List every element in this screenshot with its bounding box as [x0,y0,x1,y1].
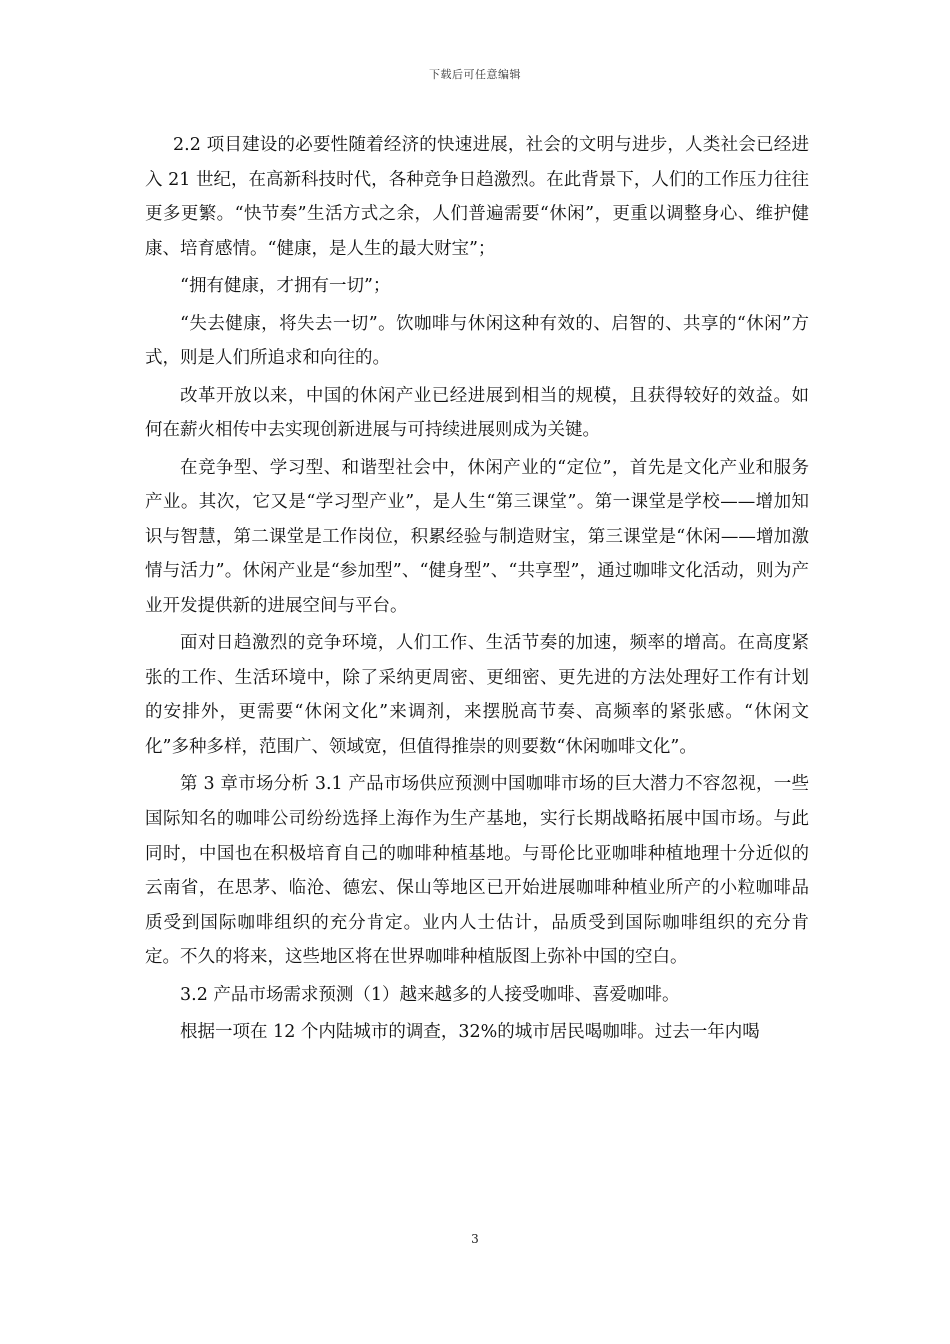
page-header: 下载后可任意编辑 [429,68,521,81]
paragraph-health-quote-1: “拥有健康，才拥有一切”； [180,276,391,297]
paragraph-survey: 根据一项在 12 个内陆城市的调查，32%的城市居民喝咖啡。过去一年内喝 [180,1022,760,1043]
document-body [145,128,809,1053]
paragraph-leisure-positioning: 在竞争型、学习型、和谐型社会中，休闲产业的“定位”，首先是文化产业和服务产业。其次，它又是“学习型产业”，是人生“第三课堂”。第一课堂是学校——增加知识与智慧，第二课堂是工作岗位，积累经验与制造财宝，第三课堂是“休闲——增加激情与活力”。休闲产业是“参加型”、“健身型”、“共享型”，通过咖啡文化活动，则为产业开发提供新的进展空间与平台。 [145,457,809,616]
paragraph-market-demand: 3.2 产品市场需求预测（1）越来越多的人接受咖啡、喜爱咖啡。 [180,984,680,1005]
paragraph-competition-environment: 面对日趋激烈的竞争环境，人们工作、生活节奏的加速，频率的增高。在高度紧张的工作、生活环境中，除了采纳更周密、更细密、更先进的方法处理好工作有计划的安排外，更需要“休闲文化”来调剂，来摆脱高节奏、高频率的紧张感。“休闲文化”多种多样，范围广、领域宽，但值得推崇的则要数“休闲咖啡文化”。 [145,633,809,758]
paragraph-reform-opening: 改革开放以来，中国的休闲产业已经进展到相当的规模，且获得较好的效益。如何在薪火相传中去实现创新进展与可持续进展则成为关键。 [145,385,809,441]
paragraph-market-supply: 第 3 章市场分析 3.1 产品市场供应预测中国咖啡市场的巨大潜力不容忽视，一些国际知名的咖啡公司纷纷选择上海作为生产基地，实行长期战略拓展中国市场。与此同时，中国也在积极培育自己的咖啡种植基地。与哥伦比亚咖啡种植地理十分近似的云南省，在思茅、临沧、德宏、保山等地区已开始进展咖啡种植业所产的小粒咖啡品质受到国际咖啡组织的充分肯定。业内人士估计，品质受到国际咖啡组织的充分肯定。不久的将来，这些地区将在世界咖啡种植版图上弥补中国的空白。 [145,774,809,968]
paragraph-project-necessity: 2.2 项目建设的必要性随着经济的快速进展，社会的文明与进步，人类社会已经进入 21 世纪，在高新科技时代，各种竞争日趋激烈。在此背景下，人们的工作压力往往更多更繁。“快节奏”生活方式之余，人们普遍需要“休闲”，更重以调整身心、维护健康、培育感情。“健康，是人生的最大财宝”； [145,135,809,259]
page-number: 3 [471,1232,479,1246]
paragraph-health-quote-2: “失去健康，将失去一切”。饮咖啡与休闲这种有效的、启智的、共享的“休闲”方式，则是人们所追求和向往的。 [145,313,809,369]
